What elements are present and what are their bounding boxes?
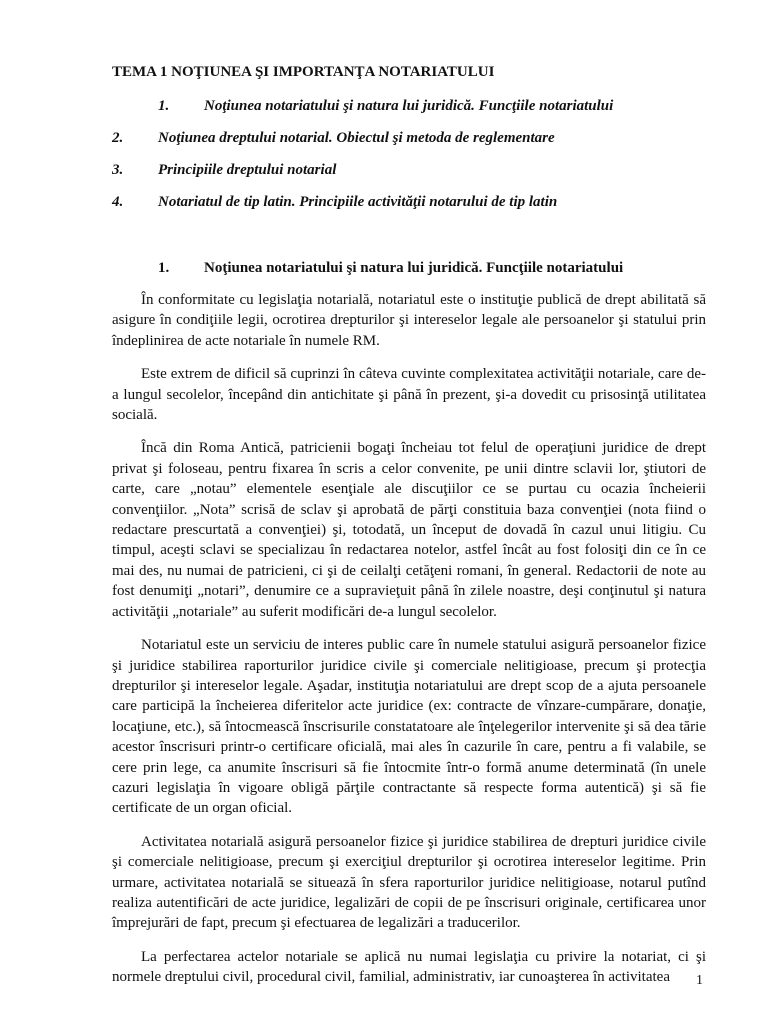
toc-item-number: 3. xyxy=(112,162,124,178)
toc-item-text: Noţiunea notariatului şi natura lui juridică. Funcţiile notariatului xyxy=(204,98,614,114)
toc-item-text: Notariatul de tip latin. Principiile activităţii notarului de tip latin xyxy=(158,194,558,210)
body-text xyxy=(112,290,706,1001)
paragraph: Notariatul este un serviciu de interes public care în numele statului asigură persoanelor fizice şi juridice stabilirea raporturilor juridice civile şi comerciale nelitigioase, precum şi protecţia drepturilor şi intereselor legale. Aşadar, instituţia notariatului are drept scop de a ajuta persoanele care participă la încheierea diferitelor acte juridice (ex: contracte de vînzare-cumpărare, donaţie, locaţiune, etc.), să întocmească înscrisurile constatatoare ale înţelegerilor intervenite şi să dea tărie acestor înscrisuri printr-o certificare oficială, mai ales în cazurile în care, pentru a fi valabile, se cere prin lege, ca anumite înscrisuri să fie întocmite într-o formă anume determinată (în unele cazuri legislaţia în vigoare obligă părţile contractante să respecte forma autentică) şi să fie certificate de un organ oficial. xyxy=(112,637,706,817)
toc-item xyxy=(112,98,672,130)
toc-item xyxy=(112,162,672,194)
toc-item-text: Noţiunea dreptului notarial. Obiectul şi metoda de reglementare xyxy=(158,130,555,146)
paragraph: În conformitate cu legislaţia notarială, notariatul este o instituţie publică de drept abilitată să asigure în condiţiile legii, ocrotirea drepturilor şi intereselor legale ale persoanelor şi statului prin îndeplinirea de acte notariale în numele RM. xyxy=(112,292,706,349)
paragraph: Este extrem de dificil să cuprinzi în câteva cuvinte complexitatea activităţii notariale, care de-a lungul secolelor, începând din antichitate şi până în prezent, şi-a dovedit cu prisosinţă utilitatea socială. xyxy=(112,366,706,424)
toc-item-number: 2. xyxy=(112,130,124,146)
paragraph: Activitatea notarială asigură persoanelor fizice şi juridice stabilirea de drepturi juridice civile şi comerciale nelitigioase, precum şi exerciţiul drepturilor şi ocrotirea intereselor legitime. Prin urmare, activitatea notarială se situează în sfera raporturilor juridice nelitigioase, notarul putînd realiza autentificări de acte juridice, legalizări de copii de pe înscrisuri originale, certificarea unor împrejurări de fapt, precum şi efectuarea de legalizări a traducerilor. xyxy=(112,833,706,932)
paragraph: Încă din Roma Antică, patricienii bogaţi încheiau tot felul de operaţiuni juridice de drept privat şi foloseau, pentru fixarea în scris a celor convenite, pe unii dintre sclavii lor, ştiutori de carte, care „notau” elementele esenţiale ale discuţiilor ce se purtau cu ocazia încheierii convenţiilor. „Nota” scrisă de sclav şi aprobată de părţi constituia baza convenţiei (nota fiind o redactare prescurtată a convenţiei) şi, totodată, un început de dovadă în cazul unui litigiu. Cu timpul, aceşti sclavi se specializau în redactarea notelor, astfel încât au fost folosiţi din ce în ce mai des, nu numai de patricieni, ci şi de ceilalţi cetăţeni romani, în general. Redactorii de note au fost denumiţi „notari”, denumire ce a supravieţuit până în zilele noastre, deşi conţinutul şi natura activităţii „notariale” au suferit modificări de-a lungul secolelor. xyxy=(112,440,706,620)
section-heading-number: 1. xyxy=(158,260,170,276)
toc-item-text: Principiile dreptului notarial xyxy=(158,162,337,178)
toc-item xyxy=(112,194,672,226)
section-heading-text: Noţiunea notariatului şi natura lui juridică. Funcţiile notariatului xyxy=(204,260,624,276)
paragraph: La perfectarea actelor notariale se aplică nu numai legislaţia cu privire la notariat, ci şi normele dreptului civil, procedural civil, familial, administrativ, iar cunoaşterea în activitatea xyxy=(112,948,706,986)
table-of-contents xyxy=(112,98,672,226)
page-number: 1 xyxy=(696,973,703,988)
toc-item-number: 1. xyxy=(158,98,170,114)
section-heading xyxy=(158,260,623,277)
toc-item-number: 4. xyxy=(112,194,124,210)
toc-item xyxy=(112,130,672,162)
document-title: TEMA 1 NOŢIUNEA ŞI IMPORTANŢA NOTARIATULUI xyxy=(112,64,495,80)
